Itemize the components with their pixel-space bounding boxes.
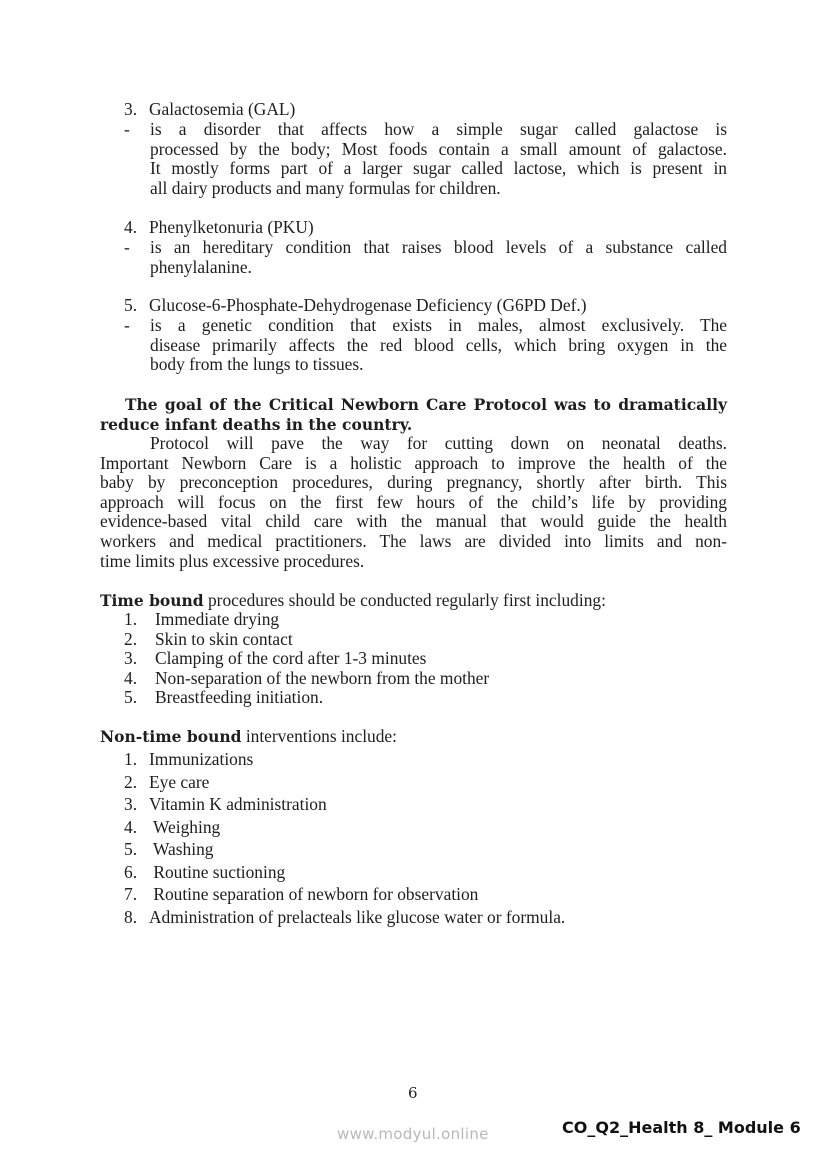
bullet-dash: - [124, 315, 130, 335]
list-item-text: Routine suctioning [149, 861, 286, 882]
list-item [124, 793, 565, 816]
list-number: 5. [124, 839, 138, 859]
list-item-text: Non-separation of the newborn from the mother [155, 667, 490, 688]
disorder-description-g6pd [150, 316, 727, 375]
list-item-text: Administration of prelacteals like glucose water or formula. [149, 906, 566, 927]
text-line: is an hereditary condition that raises blood levels of a substance called [150, 237, 727, 257]
goal-line: reduce infant deaths in the country. [100, 414, 413, 434]
disorder-description-galactosemia [150, 120, 727, 198]
list-item [124, 816, 565, 839]
list-number: 8. [124, 906, 138, 927]
text-line: phenylalanine. [150, 256, 252, 277]
text-line: approach will focus on the first few hours of the child’s life by providing [100, 491, 727, 512]
text-line: Protocol will pave the way for cutting down on neonatal deaths. [150, 433, 727, 453]
non-time-bound-intro: interventions include: [241, 726, 397, 746]
non-time-bound-label: Non-time bound [100, 727, 242, 746]
non-time-bound-heading [100, 727, 397, 747]
list-number: 3. [124, 648, 138, 669]
list-item-text: Immediate drying [155, 609, 280, 629]
list-item-text: Vitamin K administration [149, 794, 327, 814]
list-item [124, 610, 489, 630]
disorder-title: Glucose-6-Phosphate-Dehydrogenase Deficiency (G6PD Def.) [149, 295, 587, 315]
list-number: 4. [124, 816, 138, 837]
goal-line: The goal of the Critical Newborn Care Protocol was to dramatically [125, 395, 727, 414]
list-number: 4. [124, 667, 138, 688]
time-bound-list [124, 610, 489, 708]
time-bound-label: Time bound [100, 591, 204, 610]
text-line: workers and medical practitioners. The laws are divided into limits and non- [100, 530, 727, 551]
text-line: It mostly forms part of a larger sugar called lactose, which is present in [150, 158, 727, 179]
list-item-text: Clamping of the cord after 1-3 minutes [155, 648, 427, 669]
list-number: 7. [124, 884, 138, 904]
text-line: disease primarily affects the red blood cells, which bring oxygen in the [150, 334, 727, 355]
page-number: 6 [408, 1084, 418, 1102]
text-line: is a disorder that affects how a simple sugar called galactose is [150, 119, 727, 139]
list-number: 1. [124, 609, 138, 629]
bullet-dash: - [124, 237, 130, 257]
list-number: 3. [124, 99, 138, 119]
list-number: 2. [124, 771, 138, 792]
list-item [124, 748, 565, 771]
text-line: evidence-based vital child care with the manual that would guide the health [100, 511, 727, 532]
bullet-dash: - [124, 119, 130, 139]
list-number: 1. [124, 749, 138, 769]
text-line: all dairy products and many formulas for children. [150, 177, 501, 198]
list-item-text: Breastfeeding initiation. [155, 687, 324, 708]
module-code: CO_Q2_Health 8_ Module 6 [562, 1118, 801, 1137]
disorder-title-galactosemia [124, 100, 295, 120]
disorder-title: Phenylketonuria (PKU) [149, 217, 314, 237]
list-item [124, 861, 565, 884]
disorder-title-g6pd [124, 296, 587, 316]
disorder-title: Galactosemia (GAL) [149, 99, 296, 119]
list-item [124, 883, 565, 906]
list-number: 4. [124, 217, 138, 237]
list-item-text: Skin to skin contact [155, 628, 293, 649]
list-item [124, 906, 565, 929]
non-time-bound-list [124, 748, 565, 928]
list-number: 5. [124, 295, 138, 315]
goal-statement [100, 395, 727, 434]
list-number: 6. [124, 861, 138, 882]
text-line: baby by preconception procedures, during pregnancy, shortly after birth. This [100, 472, 727, 493]
text-line: Important Newborn Care is a holistic approach to improve the health of the [100, 452, 727, 473]
list-item [124, 688, 489, 708]
list-item [124, 771, 565, 794]
list-item [124, 630, 489, 650]
list-number: 3. [124, 794, 138, 814]
disorder-description-pku [150, 238, 727, 277]
list-item [124, 838, 565, 861]
list-number: 2. [124, 628, 138, 649]
text-line: is a genetic condition that exists in males, almost exclusively. The [150, 315, 727, 335]
list-number: 5. [124, 687, 138, 708]
list-item-text: Weighing [149, 816, 221, 837]
list-item-text: Eye care [149, 771, 210, 792]
watermark-link[interactable]: www.modyul.online [337, 1125, 489, 1143]
text-line: time limits plus excessive procedures. [100, 550, 365, 571]
disorder-title-pku [124, 218, 314, 238]
list-item [124, 649, 489, 669]
list-item-text: Immunizations [149, 749, 254, 769]
list-item-text: Washing [149, 839, 214, 859]
time-bound-heading [100, 591, 606, 611]
protocol-paragraph [100, 434, 727, 571]
time-bound-intro: procedures should be conducted regularly first including: [203, 590, 606, 610]
text-line: body from the lungs to tissues. [150, 354, 364, 375]
list-item-text: Routine separation of newborn for observation [149, 884, 479, 904]
text-line: processed by the body; Most foods contain a small amount of galactose. [150, 138, 727, 159]
list-item [124, 669, 489, 689]
